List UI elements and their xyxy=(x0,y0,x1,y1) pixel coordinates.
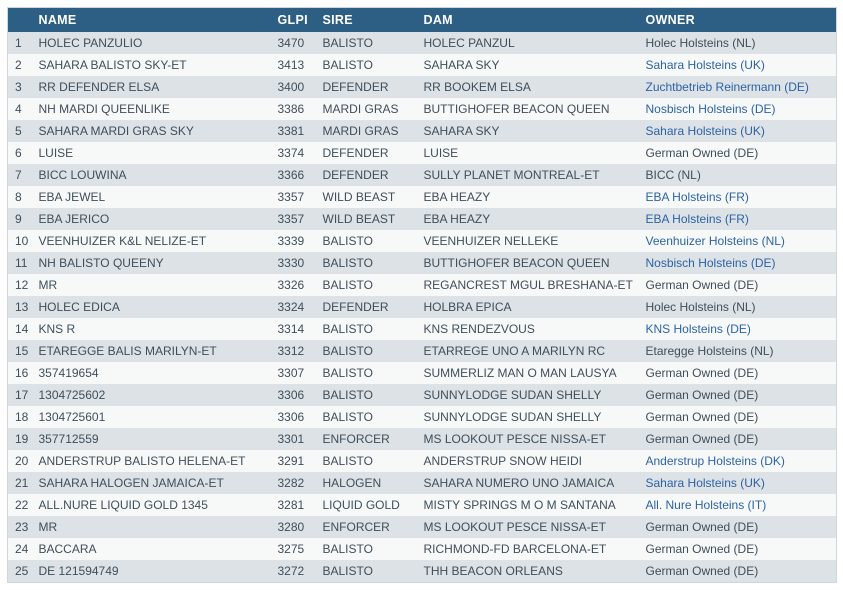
dam-cell: SUNNYLODGE SUDAN SHELLY xyxy=(417,384,639,406)
dam-cell: BUTTIGHOFER BEACON QUEEN xyxy=(417,98,639,120)
glpi-cell: 3400 xyxy=(271,76,316,98)
glpi-cell: 3306 xyxy=(271,406,316,428)
owner-cell xyxy=(639,450,837,472)
owner-cell xyxy=(639,340,837,362)
table-row xyxy=(8,428,837,450)
owner-cell xyxy=(639,384,837,406)
rank-cell: 13 xyxy=(8,296,32,318)
table-body xyxy=(8,32,837,583)
owner-cell xyxy=(639,516,837,538)
sire-cell: HALOGEN xyxy=(316,472,417,494)
glpi-cell: 3374 xyxy=(271,142,316,164)
owner-link[interactable]: EBA Holsteins (FR) xyxy=(645,212,749,226)
name-cell: ETAREGGE BALIS MARILYN-ET xyxy=(32,340,271,362)
owner-link[interactable]: Sahara Holsteins (UK) xyxy=(645,124,765,138)
owner-text: German Owned (DE) xyxy=(645,542,759,556)
rank-cell: 19 xyxy=(8,428,32,450)
glpi-cell: 3470 xyxy=(271,32,316,54)
rank-cell: 2 xyxy=(8,54,32,76)
dam-cell: KNS RENDEZVOUS xyxy=(417,318,639,340)
name-cell: DE 121594749 xyxy=(32,560,271,583)
owner-cell xyxy=(639,230,837,252)
table-row xyxy=(8,230,837,252)
name-cell: NH BALISTO QUEENY xyxy=(32,252,271,274)
owner-text: Holec Holsteins (NL) xyxy=(645,300,756,314)
sire-cell: ENFORCER xyxy=(316,428,417,450)
table-row xyxy=(8,76,837,98)
table-row xyxy=(8,362,837,384)
sire-cell: BALISTO xyxy=(316,274,417,296)
name-cell: BACCARA xyxy=(32,538,271,560)
rank-cell: 21 xyxy=(8,472,32,494)
owner-cell xyxy=(639,142,837,164)
owner-cell xyxy=(639,32,837,54)
table-row xyxy=(8,54,837,76)
owner-link[interactable]: Sahara Holsteins (UK) xyxy=(645,58,765,72)
rank-cell: 16 xyxy=(8,362,32,384)
owner-cell xyxy=(639,406,837,428)
glpi-cell: 3275 xyxy=(271,538,316,560)
name-cell: 357712559 xyxy=(32,428,271,450)
sire-cell: BALISTO xyxy=(316,340,417,362)
rank-cell: 3 xyxy=(8,76,32,98)
owner-link[interactable]: Sahara Holsteins (UK) xyxy=(645,476,765,490)
dam-cell: BUTTIGHOFER BEACON QUEEN xyxy=(417,252,639,274)
owner-link[interactable]: Nosbisch Holsteins (DE) xyxy=(645,102,776,116)
rank-cell: 18 xyxy=(8,406,32,428)
dam-cell: THH BEACON ORLEANS xyxy=(417,560,639,583)
rank-cell: 12 xyxy=(8,274,32,296)
rank-cell: 10 xyxy=(8,230,32,252)
sire-cell: BALISTO xyxy=(316,252,417,274)
owner-cell xyxy=(639,428,837,450)
rank-cell: 1 xyxy=(8,32,32,54)
dam-cell: EBA HEAZY xyxy=(417,186,639,208)
rank-cell: 24 xyxy=(8,538,32,560)
glpi-cell: 3339 xyxy=(271,230,316,252)
table-row xyxy=(8,142,837,164)
dam-cell: MS LOOKOUT PESCE NISSA-ET xyxy=(417,516,639,538)
sire-cell: BALISTO xyxy=(316,560,417,583)
name-cell: 1304725601 xyxy=(32,406,271,428)
owner-cell xyxy=(639,296,837,318)
rank-cell: 20 xyxy=(8,450,32,472)
rank-cell: 25 xyxy=(8,560,32,583)
glpi-cell: 3306 xyxy=(271,384,316,406)
column-header-dam: DAM xyxy=(417,8,639,33)
owner-link[interactable]: Anderstrup Holsteins (DK) xyxy=(645,454,785,468)
sire-cell: BALISTO xyxy=(316,450,417,472)
glpi-cell: 3330 xyxy=(271,252,316,274)
glpi-cell: 3357 xyxy=(271,186,316,208)
table-row xyxy=(8,186,837,208)
name-cell: 1304725602 xyxy=(32,384,271,406)
sire-cell: BALISTO xyxy=(316,32,417,54)
name-cell: HOLEC EDICA xyxy=(32,296,271,318)
owner-cell xyxy=(639,274,837,296)
name-cell: RR DEFENDER ELSA xyxy=(32,76,271,98)
sire-cell: BALISTO xyxy=(316,406,417,428)
glpi-cell: 3314 xyxy=(271,318,316,340)
dam-cell: HOLBRA EPICA xyxy=(417,296,639,318)
owner-link[interactable]: Veenhuizer Holsteins (NL) xyxy=(645,234,785,248)
glpi-cell: 3413 xyxy=(271,54,316,76)
owner-link[interactable]: Nosbisch Holsteins (DE) xyxy=(645,256,776,270)
owner-text: German Owned (DE) xyxy=(645,432,759,446)
dam-cell: HOLEC PANZUL xyxy=(417,32,639,54)
dam-cell: SAHARA SKY xyxy=(417,120,639,142)
owner-cell xyxy=(639,362,837,384)
owner-link[interactable]: All. Nure Holsteins (IT) xyxy=(645,498,767,512)
rank-cell: 17 xyxy=(8,384,32,406)
sire-cell: ENFORCER xyxy=(316,516,417,538)
sire-cell: DEFENDER xyxy=(316,164,417,186)
rank-cell: 14 xyxy=(8,318,32,340)
dam-cell: ANDERSTRUP SNOW HEIDI xyxy=(417,450,639,472)
sire-cell: BALISTO xyxy=(316,384,417,406)
owner-text: German Owned (DE) xyxy=(645,410,759,424)
glpi-cell: 3281 xyxy=(271,494,316,516)
owner-cell xyxy=(639,186,837,208)
glpi-cell: 3301 xyxy=(271,428,316,450)
table-row xyxy=(8,450,837,472)
dam-cell: SAHARA NUMERO UNO JAMAICA xyxy=(417,472,639,494)
dam-cell: SULLY PLANET MONTREAL-ET xyxy=(417,164,639,186)
owner-text: German Owned (DE) xyxy=(645,366,759,380)
name-cell: MR xyxy=(32,274,271,296)
glpi-cell: 3307 xyxy=(271,362,316,384)
owner-text: German Owned (DE) xyxy=(645,564,759,578)
rank-cell: 15 xyxy=(8,340,32,362)
rank-cell: 9 xyxy=(8,208,32,230)
owner-cell xyxy=(639,76,837,98)
name-cell: LUISE xyxy=(32,142,271,164)
owner-text: BICC (NL) xyxy=(645,168,701,182)
sire-cell: BALISTO xyxy=(316,538,417,560)
rank-cell: 5 xyxy=(8,120,32,142)
glpi-cell: 3326 xyxy=(271,274,316,296)
table-row xyxy=(8,296,837,318)
name-cell: EBA JERICO xyxy=(32,208,271,230)
name-cell: VEENHUIZER K&L NELIZE-ET xyxy=(32,230,271,252)
glpi-cell: 3291 xyxy=(271,450,316,472)
glpi-cell: 3386 xyxy=(271,98,316,120)
rank-cell: 4 xyxy=(8,98,32,120)
sire-cell: BALISTO xyxy=(316,54,417,76)
rank-cell: 6 xyxy=(8,142,32,164)
ranking-table xyxy=(7,7,837,583)
dam-cell: MISTY SPRINGS M O M SANTANA xyxy=(417,494,639,516)
owner-cell xyxy=(639,120,837,142)
owner-cell xyxy=(639,54,837,76)
glpi-cell: 3357 xyxy=(271,208,316,230)
dam-cell: RR BOOKEM ELSA xyxy=(417,76,639,98)
table-row xyxy=(8,406,837,428)
owner-text: German Owned (DE) xyxy=(645,520,759,534)
owner-cell xyxy=(639,98,837,120)
table-row xyxy=(8,560,837,583)
column-header-name: NAME xyxy=(32,8,271,33)
table-row xyxy=(8,384,837,406)
sire-cell: BALISTO xyxy=(316,318,417,340)
sire-cell: MARDI GRAS xyxy=(316,120,417,142)
glpi-cell: 3280 xyxy=(271,516,316,538)
dam-cell: RICHMOND-FD BARCELONA-ET xyxy=(417,538,639,560)
dam-cell: MS LOOKOUT PESCE NISSA-ET xyxy=(417,428,639,450)
table-row xyxy=(8,252,837,274)
owner-text: German Owned (DE) xyxy=(645,278,759,292)
owner-cell xyxy=(639,252,837,274)
owner-link[interactable]: EBA Holsteins (FR) xyxy=(645,190,749,204)
rank-cell: 8 xyxy=(8,186,32,208)
name-cell: 357419654 xyxy=(32,362,271,384)
owner-cell xyxy=(639,538,837,560)
column-header-glpi: GLPI xyxy=(271,8,316,33)
table-row xyxy=(8,516,837,538)
glpi-cell: 3282 xyxy=(271,472,316,494)
name-cell: MR xyxy=(32,516,271,538)
sire-cell: DEFENDER xyxy=(316,76,417,98)
table-row xyxy=(8,208,837,230)
glpi-cell: 3272 xyxy=(271,560,316,583)
owner-text: Holec Holsteins (NL) xyxy=(645,36,756,50)
sire-cell: MARDI GRAS xyxy=(316,98,417,120)
owner-cell xyxy=(639,472,837,494)
glpi-cell: 3324 xyxy=(271,296,316,318)
sire-cell: WILD BEAST xyxy=(316,186,417,208)
table-row xyxy=(8,32,837,54)
dam-cell: LUISE xyxy=(417,142,639,164)
header-row xyxy=(8,8,837,33)
dam-cell: EBA HEAZY xyxy=(417,208,639,230)
owner-text: German Owned (DE) xyxy=(645,388,759,402)
owner-cell xyxy=(639,208,837,230)
glpi-cell: 3381 xyxy=(271,120,316,142)
name-cell: SAHARA MARDI GRAS SKY xyxy=(32,120,271,142)
table-row xyxy=(8,538,837,560)
column-header-rank xyxy=(8,8,32,33)
table-row xyxy=(8,164,837,186)
owner-link[interactable]: KNS Holsteins (DE) xyxy=(645,322,751,336)
sire-cell: BALISTO xyxy=(316,230,417,252)
glpi-cell: 3366 xyxy=(271,164,316,186)
owner-cell xyxy=(639,318,837,340)
rank-cell: 22 xyxy=(8,494,32,516)
table-row xyxy=(8,472,837,494)
name-cell: SAHARA BALISTO SKY-ET xyxy=(32,54,271,76)
name-cell: ANDERSTRUP BALISTO HELENA-ET xyxy=(32,450,271,472)
name-cell: KNS R xyxy=(32,318,271,340)
dam-cell: REGANCREST MGUL BRESHANA-ET xyxy=(417,274,639,296)
dam-cell: ETARREGE UNO A MARILYN RC xyxy=(417,340,639,362)
column-header-owner: OWNER xyxy=(639,8,837,33)
owner-cell xyxy=(639,560,837,583)
name-cell: EBA JEWEL xyxy=(32,186,271,208)
name-cell: BICC LOUWINA xyxy=(32,164,271,186)
dam-cell: VEENHUIZER NELLEKE xyxy=(417,230,639,252)
table-row xyxy=(8,318,837,340)
name-cell: SAHARA HALOGEN JAMAICA-ET xyxy=(32,472,271,494)
glpi-cell: 3312 xyxy=(271,340,316,362)
table-row xyxy=(8,274,837,296)
table-row xyxy=(8,120,837,142)
sire-cell: BALISTO xyxy=(316,362,417,384)
sire-cell: LIQUID GOLD xyxy=(316,494,417,516)
column-header-sire: SIRE xyxy=(316,8,417,33)
owner-text: Etaregge Holsteins (NL) xyxy=(645,344,774,358)
owner-cell xyxy=(639,164,837,186)
sire-cell: DEFENDER xyxy=(316,296,417,318)
dam-cell: SUMMERLIZ MAN O MAN LAUSYA xyxy=(417,362,639,384)
dam-cell: SAHARA SKY xyxy=(417,54,639,76)
name-cell: NH MARDI QUEENLIKE xyxy=(32,98,271,120)
table-row xyxy=(8,98,837,120)
owner-cell xyxy=(639,494,837,516)
table-row xyxy=(8,494,837,516)
name-cell: HOLEC PANZULIO xyxy=(32,32,271,54)
owner-link[interactable]: Zuchtbetrieb Reinermann (DE) xyxy=(645,80,809,94)
owner-text: German Owned (DE) xyxy=(645,146,759,160)
rank-cell: 11 xyxy=(8,252,32,274)
dam-cell: SUNNYLODGE SUDAN SHELLY xyxy=(417,406,639,428)
name-cell: ALL.NURE LIQUID GOLD 1345 xyxy=(32,494,271,516)
sire-cell: WILD BEAST xyxy=(316,208,417,230)
rank-cell: 7 xyxy=(8,164,32,186)
table-row xyxy=(8,340,837,362)
sire-cell: DEFENDER xyxy=(316,142,417,164)
rank-cell: 23 xyxy=(8,516,32,538)
